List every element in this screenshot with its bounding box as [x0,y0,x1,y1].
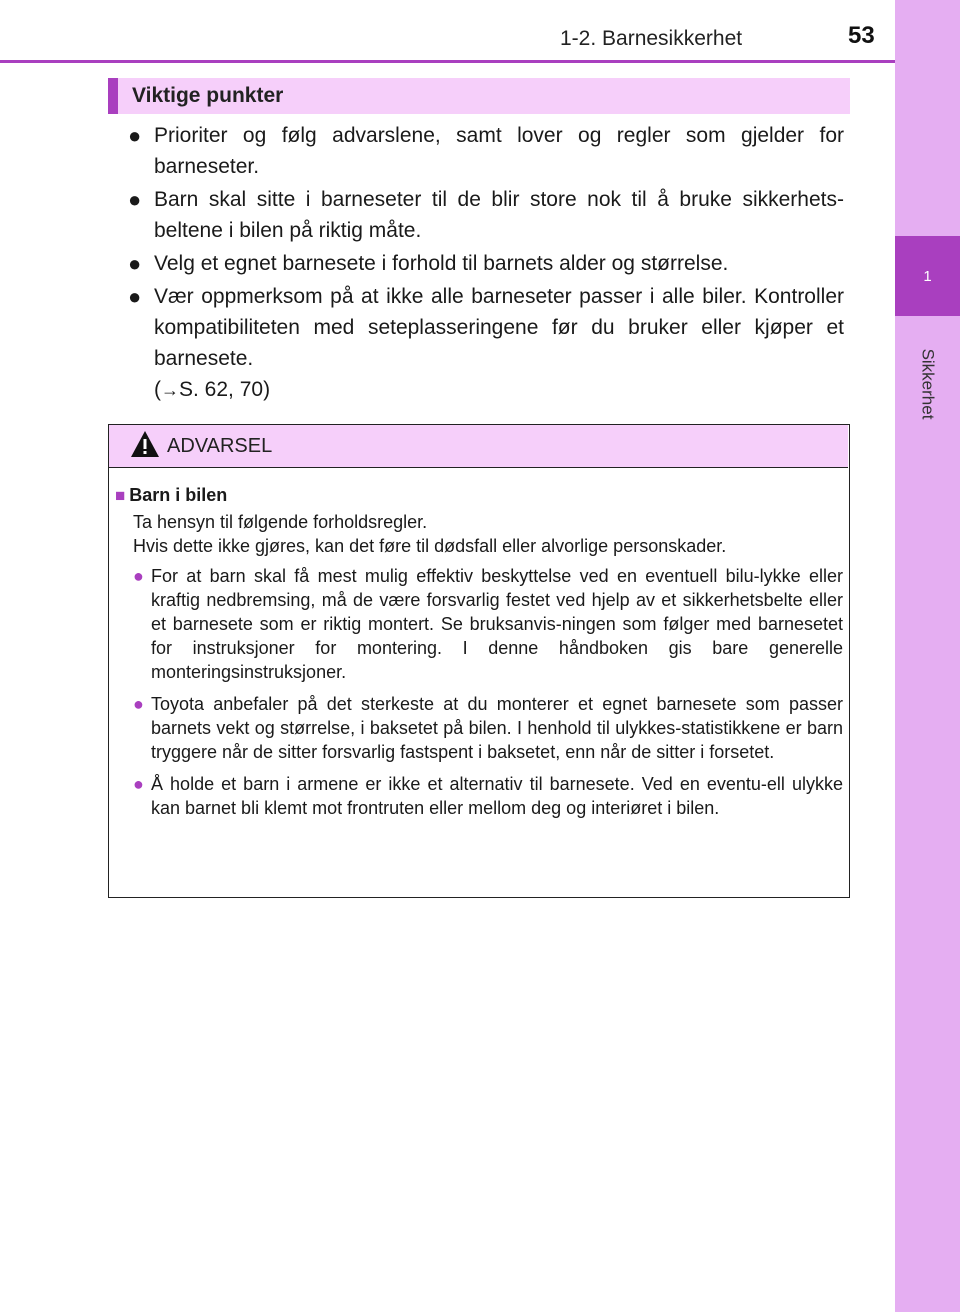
section-heading: 1-2. Barnesikkerhet [560,27,743,50]
bullet-dot-icon: ● [133,774,144,794]
list-item-text: Å holde et barn i armene er ikke et alternativ til barnesete. Ved en eventu-ell ulykke kan barnet bli klemt mot frontruten eller mellom deg og interiøret i bilen. [151,774,843,818]
bullet-dot-icon: ● [128,284,142,309]
list-item [133,692,843,764]
important-points-list [128,120,844,408]
important-points-bar [108,78,850,114]
bullet-dot-icon: ● [128,123,142,148]
list-item-text: Toyota anbefaler på det sterkeste at du monterer et egnet barnesete som passer barnets vekt og størrelse, i baksetet på bilen. I henhold til ulykkes-statistikkene er barn tryggere når de sitter forsvarlig fastspent i baksetet, enn når de sitter i forsetet. [151,694,843,762]
warning-subsection-text: Barn i bilen [129,485,228,505]
page-reference[interactable]: (→S. 62, 70) [154,378,271,401]
chapter-number: 1 [923,267,932,285]
important-points-title: Viktige punkter [132,84,284,107]
warning-intro-line: Ta hensyn til følgende forholdsregler. [133,512,428,532]
warning-triangle-icon [129,429,161,459]
list-item [128,120,844,182]
arrow-right-icon: → [161,380,179,400]
list-item-text: Prioriter og følg advarslene, samt lover og regler som gjelder for barneseter. [154,124,844,178]
list-item-text: For at barn skal få mest mulig effektiv beskyttelse ved en eventuell bilu-lykke eller kraftig nedbremsing, må de være forsvarlig festet ved hjelp av et sikkerhetsbelte eller et barnesete som er riktig montert. Se bruksanvis-ningen som følger med barnesetet for instruksjoner for montering. I denne håndboken gis bare generelle monteringsinstruksjoner. [151,566,843,682]
warning-list [115,564,843,820]
list-item-text: Barn skal sitte i barneseter til de blir store nok til å bruke sikkerhets-beltene i bilen på riktig måte. [154,188,844,242]
chapter-number-tab[interactable] [895,236,960,316]
list-item-text: Vær oppmerksom på at ikke alle barneseter passer i alle biler. Kontroller kompatibiliteten med seteplasseringene før du bruker eller kjøper et barnesete. [154,285,844,370]
bullet-dot-icon: ● [133,566,144,586]
list-item [133,772,843,820]
warning-intro-line: Hvis dette ikke gjøres, kan det føre til dødsfall eller alvorlige personskader. [133,536,727,556]
list-item [128,281,844,406]
header-divider [0,60,895,63]
warning-subsection-title [115,483,843,508]
warning-header [109,425,848,468]
page-reference-text: S. 62, 70 [179,378,264,401]
warning-body [115,483,843,828]
list-item [128,184,844,246]
square-bullet-icon: ■ [115,486,126,505]
bullet-dot-icon: ● [128,251,142,276]
warning-box [108,424,850,898]
warning-label: ADVARSEL [167,435,273,457]
list-item [128,248,844,279]
page-number: 53 [848,22,875,49]
list-item-text: Velg et egnet barnesete i forhold til barnets alder og størrelse. [154,252,729,275]
chapter-side-tab [895,0,960,1312]
chapter-label: Sikkerhet [918,348,938,420]
list-item [133,564,843,684]
bullet-dot-icon: ● [128,187,142,212]
bullet-dot-icon: ● [133,694,144,714]
